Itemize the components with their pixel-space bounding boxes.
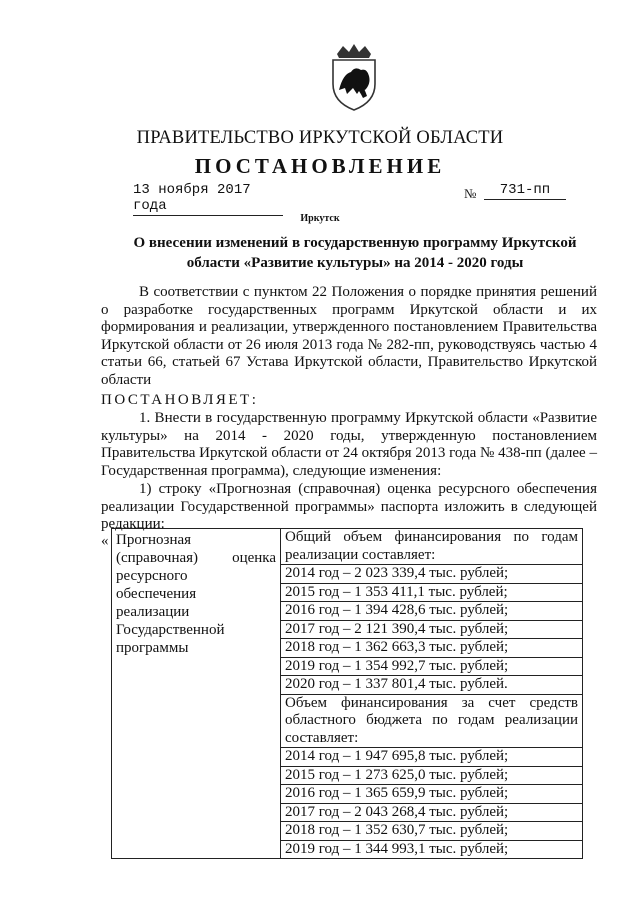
financing-values-cell bbox=[281, 529, 583, 859]
financing-line: 2017 год – 2 043 268,4 тыс. рублей; bbox=[281, 804, 582, 823]
resolves-heading: ПОСТАНОВЛЯЕТ: bbox=[101, 392, 259, 408]
financing-line: 2020 год – 1 337 801,4 тыс. рублей. bbox=[281, 676, 582, 695]
item-1-1-paragraph: 1) строку «Прогнозная (справочная) оценка ресурсного обеспечения реализации Государственной программы» паспорта изложить в следующей редакции: bbox=[101, 481, 597, 533]
document-number: 731-пп bbox=[484, 182, 566, 200]
financing-line: Общий объем финансирования по годам реализации составляет: bbox=[281, 529, 582, 565]
row-label-line: (справочная) оценка bbox=[116, 550, 276, 566]
financing-line: Объем финансирования за счет средств областного бюджета по годам реализации составляет: bbox=[281, 695, 582, 749]
financing-line: 2016 год – 1 365 659,9 тыс. рублей; bbox=[281, 785, 582, 804]
table-row bbox=[112, 529, 583, 859]
financing-line: 2018 год – 1 352 630,7 тыс. рублей; bbox=[281, 822, 582, 841]
row-label-cell bbox=[112, 529, 281, 859]
city-name: Иркутск bbox=[300, 213, 340, 224]
row-label-line: Прогнозная bbox=[116, 532, 192, 548]
preamble-paragraph: В соответствии с пунктом 22 Положения о порядке принятия решений о разработке государственных программ Иркутской области и их формирования и реализации, утвержденного постановлением Правительства Иркутской области от 26 июля 2013 года № 282-пп, руководствуясь частью 4 статьи 66, статьей 67 Устава Иркутской области, Правительство Иркутской области bbox=[101, 284, 597, 388]
document-title: О внесении изменений в государственную программу Иркутской области «Развитие культуры» на 2014 - 2020 годы bbox=[133, 235, 577, 271]
organization-name: ПРАВИТЕЛЬСТВО ИРКУТСКОЙ ОБЛАСТИ bbox=[136, 128, 504, 148]
document-type: ПОСТАНОВЛЕНИЕ bbox=[194, 154, 446, 178]
row-label-line: Государственной bbox=[116, 622, 225, 638]
row-label-line: обеспечения bbox=[116, 586, 197, 602]
financing-line: 2018 год – 1 362 663,3 тыс. рублей; bbox=[281, 639, 582, 658]
financing-line: 2017 год – 2 121 390,4 тыс. рублей; bbox=[281, 621, 582, 640]
item-1-paragraph: 1. Внести в государственную программу Иркутской области «Развитие культуры» на 2014 - 2020 годы, утвержденную постановлением Правительства Иркутской области от 24 октября 2013 года № 438-пп (далее – Государственная программа), следующие изменения: bbox=[101, 410, 597, 479]
financing-line: 2019 год – 1 354 992,7 тыс. рублей; bbox=[281, 658, 582, 677]
number-label: № bbox=[464, 186, 477, 201]
financing-line: 2015 год – 1 273 625,0 тыс. рублей; bbox=[281, 767, 582, 786]
row-label-line: реализации bbox=[116, 604, 190, 620]
opening-quote: « bbox=[101, 533, 109, 549]
financing-line: 2019 год – 1 344 993,1 тыс. рублей; bbox=[285, 840, 509, 857]
financing-line: 2014 год – 1 947 695,8 тыс. рублей; bbox=[281, 748, 582, 767]
financing-line: 2016 год – 1 394 428,6 тыс. рублей; bbox=[281, 602, 582, 621]
row-label-line: ресурсного bbox=[116, 568, 188, 584]
irkutsk-coat-of-arms-icon bbox=[327, 40, 381, 112]
financing-table bbox=[111, 528, 583, 859]
financing-line: 2014 год – 2 023 339,4 тыс. рублей; bbox=[281, 565, 582, 584]
financing-line: 2015 год – 1 353 411,1 тыс. рублей; bbox=[281, 584, 582, 603]
row-label-line: программы bbox=[116, 640, 189, 656]
document-date: 13 ноября 2017 года bbox=[133, 182, 283, 216]
